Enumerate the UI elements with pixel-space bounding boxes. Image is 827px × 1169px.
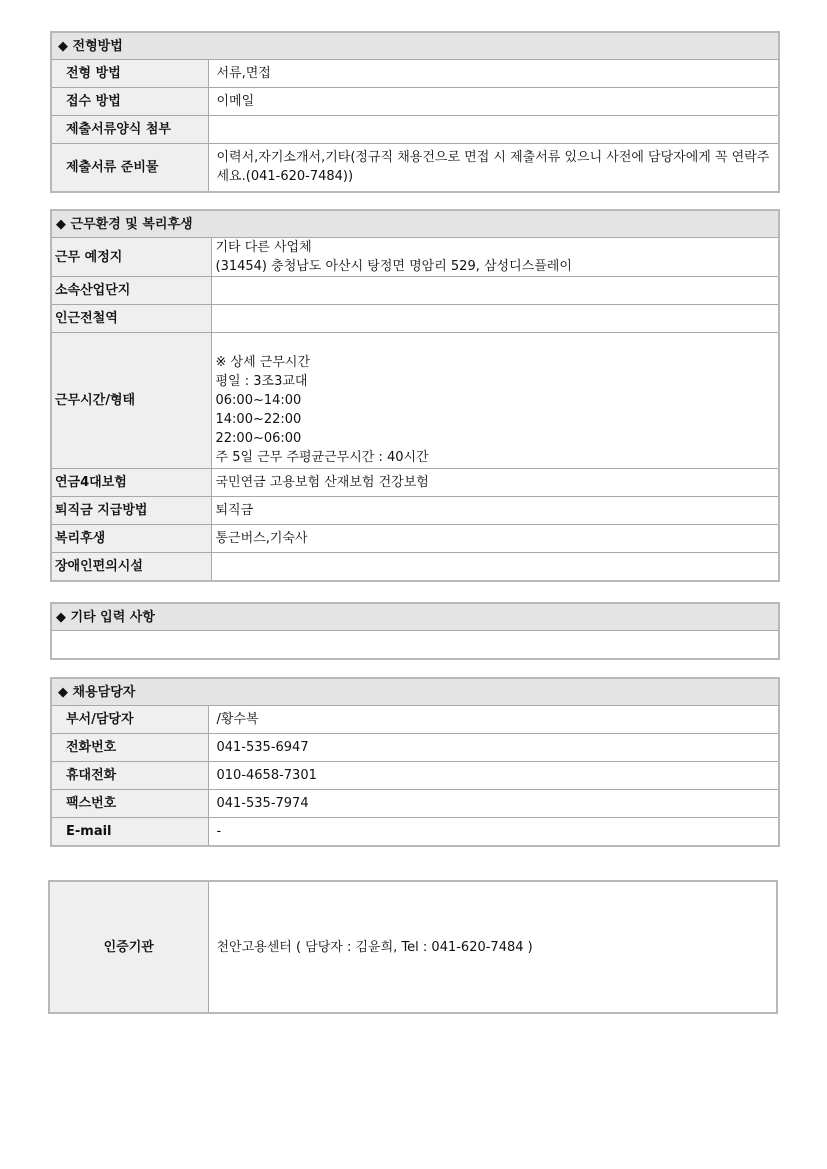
phone-value: 041-535-6947 [208,734,779,762]
selection-method-table [50,31,780,193]
work-environment-heading: ◆ 근무환경 및 복리후생 [51,210,779,238]
application-method-value: 이메일 [208,88,779,116]
welfare-value: 통근버스,기숙사 [211,525,779,553]
other-info-table [50,602,780,660]
email-label: E-mail [51,818,208,846]
fax-value: 041-535-7974 [208,790,779,818]
selection-method-heading: ◆ 전형방법 [51,32,779,60]
application-method-label: 접수 방법 [51,88,208,116]
department-label: 부서/담당자 [51,706,208,734]
work-location-label: 근무 예정지 [51,238,211,277]
severance-value: 퇴직금 [211,497,779,525]
severance-label: 퇴직금 지급방법 [51,497,211,525]
work-hours-line: 평일 : 3조3교대 [215,374,308,389]
work-hours-line: 22:00~06:00 [215,431,302,446]
recruiter-contact-heading: ◆ 채용담당자 [51,678,779,706]
recruiter-contact-table [50,677,780,847]
nearby-station-label: 인근전철역 [51,305,211,333]
other-info-value [51,631,779,659]
selection-method-value: 서류,면접 [208,60,779,88]
certification-table [48,880,778,1014]
other-info-heading: ◆ 기타 입력 사항 [51,603,779,631]
disability-facilities-label: 장애인편의시설 [51,553,211,581]
industrial-complex-value [211,277,779,305]
document-form-label: 제출서류양식 첨부 [51,116,208,144]
document-form-value[interactable] [208,116,779,144]
work-location-line1: 기타 다른 사업체 [215,240,312,255]
required-documents-value: 이력서,자기소개서,기타(정규직 채용건으로 면접 시 제출서류 있으니 사전에 담당자에게 꼭 연락주세요.(041-620-7484)) [208,144,779,192]
work-hours-line: 주 5일 근무 주평균근무시간 : 40시간 [215,450,429,465]
work-location-value [211,238,779,277]
selection-method-label: 전형 방법 [51,60,208,88]
welfare-label: 복리후생 [51,525,211,553]
required-documents-label: 제출서류 준비물 [51,144,208,192]
work-hours-line: 14:00~22:00 [215,412,302,427]
mobile-label: 휴대전화 [51,762,208,790]
nearby-station-value [211,305,779,333]
industrial-complex-label: 소속산업단지 [51,277,211,305]
certification-label: 인증기관 [49,881,208,1013]
certification-value: 천안고용센터 ( 담당자 : 김윤희, Tel : 041-620-7484 ) [208,881,777,1013]
email-value: - [208,818,779,846]
fax-label: 팩스번호 [51,790,208,818]
disability-facilities-value [211,553,779,581]
insurance-value: 국민연금 고용보험 산재보험 건강보험 [211,469,779,497]
insurance-label: 연금4대보험 [51,469,211,497]
work-hours-value [211,333,779,469]
work-location-line2: (31454) 충청남도 아산시 탕정면 명암리 529, 삼성디스플레이 [215,259,572,274]
department-value: /황수복 [208,706,779,734]
phone-label: 전화번호 [51,734,208,762]
work-hours-line: 06:00~14:00 [215,393,302,408]
work-environment-table [50,209,780,582]
work-hours-label: 근무시간/형태 [51,333,211,469]
work-hours-line: ※ 상세 근무시간 [215,355,311,370]
mobile-value: 010-4658-7301 [208,762,779,790]
